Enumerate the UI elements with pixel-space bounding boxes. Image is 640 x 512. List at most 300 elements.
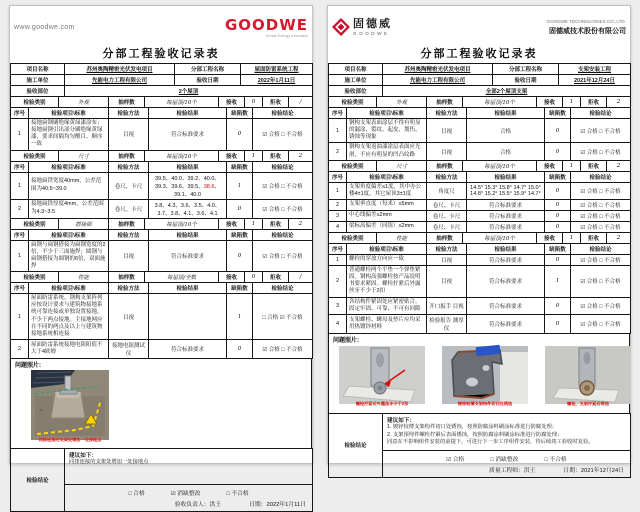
row-conclusion bbox=[253, 172, 313, 199]
row-result bbox=[149, 339, 227, 358]
accept-value: 1 bbox=[245, 218, 263, 229]
problem-photos-section bbox=[10, 358, 312, 449]
option-pass-label: 合格 bbox=[133, 490, 145, 497]
accept-label: 接收 bbox=[537, 97, 563, 108]
result-header: 检验结果 bbox=[149, 229, 227, 240]
conclusion-label: 检验结论 bbox=[11, 448, 65, 511]
problem-photos-label: 问题照片: bbox=[15, 362, 41, 369]
reject-label: 拒收 bbox=[263, 97, 289, 108]
row-item-standard: 屋面防雷系统接地电阻阻值不大于4欧姆 bbox=[29, 339, 109, 358]
subproject-name-value: 屋面防雷系统工程 bbox=[241, 64, 313, 75]
reject-label: 拒收 bbox=[263, 272, 289, 283]
subproject-name-label: 分部工程名称 bbox=[493, 64, 559, 75]
suggestions-title: 建议如下： bbox=[387, 417, 415, 424]
row-method: 卷尺、卡尺 bbox=[427, 221, 467, 232]
column-header-row bbox=[329, 243, 631, 254]
acceptance-date-value: 2022年1月11日 bbox=[241, 75, 313, 86]
accept-value: 0 bbox=[245, 97, 263, 108]
reject-value: 2 bbox=[607, 160, 631, 171]
row-conclusion bbox=[571, 297, 631, 314]
info-row-location bbox=[11, 86, 313, 97]
pass-label: 合格 bbox=[586, 224, 598, 231]
fail-label: 不合格 bbox=[604, 128, 621, 135]
row-item-standard: 支架角度偏差≤1度，其中办公楼4±1度，其它屋顶3±1度 bbox=[347, 182, 427, 199]
row-item-standard: 接地扁铁厚度4mm，公差范围为4.3~3.5 bbox=[29, 199, 109, 218]
category-label: 检验类别 bbox=[11, 218, 59, 229]
info-row-contractor bbox=[329, 75, 631, 86]
row-method: 卷尺、卡尺 bbox=[109, 199, 149, 218]
pass-label: 合格 bbox=[267, 314, 279, 321]
fail-label: 不合格 bbox=[604, 202, 621, 209]
accept-label: 接收 bbox=[219, 97, 245, 108]
row-item-standard: 屋面防雷系统，钢构支架阵列应按设计要求与建筑物接地系统可靠连接或单独设置接地，不少于两点接地。主接地网应在不同的两点及以上与建筑物接地系统相连接 bbox=[29, 294, 109, 340]
photo-caption: 同排连接的支架处增加一处接地点 bbox=[38, 436, 102, 442]
row-defect-count: 0 bbox=[545, 221, 571, 232]
row-conclusion bbox=[571, 265, 631, 297]
row-item-standard: 接地扁铁宽度40mm，公差范围为40.5~39.0 bbox=[29, 172, 109, 199]
pass-label: 合格 bbox=[586, 303, 598, 310]
result-header: 检验结果 bbox=[149, 161, 227, 172]
company-name-cn: 固德威技术股份有限公司 bbox=[549, 27, 626, 35]
item-header: 检验项目\标准 bbox=[29, 161, 109, 172]
fail-label: 不合格 bbox=[604, 149, 621, 156]
fail-checkbox-icon: □ bbox=[599, 149, 603, 156]
goodwe-logo bbox=[225, 16, 308, 38]
sample-count-value: 每屋顶/10个 bbox=[145, 150, 219, 161]
pass-checkbox-icon: ☑ bbox=[262, 132, 268, 139]
row-defect-count: 0 bbox=[545, 199, 571, 210]
pass-label: 合格 bbox=[268, 132, 280, 139]
suggestion-line: 同排连接的支架处增加一处接地点 bbox=[69, 458, 149, 465]
result-flagged-value: 38.6 bbox=[203, 183, 215, 190]
photo-cut-edge-rust bbox=[442, 346, 528, 409]
inspection-row bbox=[11, 339, 313, 358]
row-defect-count: 0 bbox=[545, 254, 571, 265]
sample-count-label: 抽样数 bbox=[109, 272, 145, 283]
option-fail-label: 不合格 bbox=[231, 490, 249, 497]
suggestions-title: 建议如下： bbox=[69, 452, 97, 459]
location-value: 2个屋顶 bbox=[65, 86, 313, 97]
sample-count-label: 抽样数 bbox=[427, 97, 463, 108]
row-method: 目视 bbox=[427, 254, 467, 265]
seq-header: 序号 bbox=[11, 229, 29, 240]
signature-row bbox=[65, 498, 312, 511]
inspection-sections bbox=[328, 96, 630, 334]
company-name-en: GOODWE TECHNOLOGIES CO.,LTD. bbox=[546, 18, 626, 24]
row-seq: 1 bbox=[329, 254, 347, 265]
row-result bbox=[467, 210, 545, 221]
goodwe-cn-wordmark: 固德威 bbox=[353, 17, 392, 30]
suggestions-block bbox=[383, 414, 630, 451]
fail-checkbox-icon: ☑ bbox=[279, 314, 285, 321]
contractor-value: 先能电力工程有限公司 bbox=[65, 75, 175, 86]
conclusion-options bbox=[383, 451, 630, 464]
result-text-after: 、39.1、40.0 bbox=[174, 183, 220, 198]
conclusion-header: 检验结论 bbox=[571, 108, 631, 119]
photo-bolt-thread-image bbox=[339, 346, 425, 404]
row-item-standard: 中心线偏差≤2mm bbox=[347, 210, 427, 221]
suggestions-block bbox=[65, 449, 312, 485]
conclusion-table bbox=[10, 448, 313, 512]
inspection-sections bbox=[10, 96, 312, 359]
location-label: 验收部位 bbox=[11, 86, 65, 97]
row-conclusion bbox=[571, 182, 631, 199]
project-name-value: 苏州奥陶精密光伏发电项目 bbox=[383, 64, 493, 75]
sample-count-value: 每屋顶/10个 bbox=[145, 218, 219, 229]
category-value: 尺寸 bbox=[59, 150, 109, 161]
inspection-row bbox=[11, 172, 313, 199]
item-header: 检验项目\标准 bbox=[347, 108, 427, 119]
accept-value: 1 bbox=[245, 150, 263, 161]
pass-checkbox-icon: ☑ bbox=[262, 253, 268, 260]
option-rectify bbox=[171, 488, 201, 497]
pass-label: 合格 bbox=[586, 149, 598, 156]
row-method: 接地电阻测试仪 bbox=[109, 339, 149, 358]
accept-label: 接收 bbox=[219, 150, 245, 161]
project-name-label: 项目名称 bbox=[11, 64, 65, 75]
fail-label: 不合格 bbox=[604, 257, 621, 264]
pass-checkbox-icon: ☑ bbox=[580, 188, 586, 195]
suggestion-line: 同意在不影响组件安装的前提下，可进行下一步工序组件安装，待后续竣工验收时复验。 bbox=[387, 439, 594, 446]
row-result bbox=[467, 143, 545, 160]
row-conclusion bbox=[253, 240, 313, 272]
section-rows-table bbox=[10, 161, 313, 219]
row-conclusion bbox=[571, 199, 631, 210]
row-defect-count: 0 bbox=[227, 240, 253, 272]
fail-checkbox-icon: □ bbox=[599, 303, 603, 310]
result-text: 符合标准要求 bbox=[488, 224, 522, 231]
row-conclusion bbox=[571, 314, 631, 333]
row-conclusion bbox=[253, 199, 313, 218]
company-names bbox=[547, 19, 626, 36]
row-method: 目视 bbox=[109, 119, 149, 151]
pass-checkbox-icon: ☑ bbox=[580, 224, 586, 231]
method-header: 检验方法 bbox=[109, 161, 149, 172]
inspection-row bbox=[329, 254, 631, 265]
reject-value: 2 bbox=[607, 97, 631, 108]
fail-checkbox-icon: □ bbox=[226, 490, 230, 497]
fail-checkbox-icon: □ bbox=[281, 132, 285, 139]
inspection-row bbox=[11, 119, 313, 151]
defects-header: 缺陷数 bbox=[227, 283, 253, 294]
section-header-row bbox=[329, 232, 631, 243]
row-result bbox=[149, 172, 227, 199]
result-text: 符合标准要求 bbox=[170, 253, 204, 260]
item-header: 检验项目\标准 bbox=[347, 171, 427, 182]
pass-checkbox-icon: ☑ bbox=[580, 213, 586, 220]
reject-label: 拒收 bbox=[581, 232, 607, 243]
column-header-row bbox=[11, 283, 313, 294]
inspection-row bbox=[329, 143, 631, 160]
row-result bbox=[467, 119, 545, 143]
photo-bolt-thread bbox=[339, 346, 425, 409]
row-defect-count: 0 bbox=[545, 182, 571, 199]
result-text: 符合标准要求 bbox=[488, 202, 522, 209]
reject-value: 2 bbox=[289, 150, 313, 161]
fail-label: 不合格 bbox=[604, 303, 621, 310]
result-text: 符合标准要求 bbox=[488, 279, 522, 286]
accept-value: 1 bbox=[563, 160, 581, 171]
project-name-value: 苏州奥陶精密光伏发电项目 bbox=[65, 64, 175, 75]
pass-checkbox-icon: ☑ bbox=[580, 321, 586, 328]
reject-label: 拒收 bbox=[581, 97, 607, 108]
conclusion-header: 检验结论 bbox=[253, 108, 313, 119]
fail-label: 不合格 bbox=[604, 188, 621, 195]
location-label: 验收部位 bbox=[329, 86, 383, 97]
pass-checkbox-icon: ☑ bbox=[580, 149, 586, 156]
row-item-standard: 接地扁钢刷绝缘黄绿漆涂布；接地扁钢引出部分刷绝缘黄绿漆，要求间隔均匀醒目、顺序一致 bbox=[29, 119, 109, 151]
method-header: 检验方法 bbox=[109, 283, 149, 294]
photo-caption: 螺栓拧紧后外露丝牙少于2扣 bbox=[355, 400, 409, 406]
row-conclusion bbox=[571, 143, 631, 160]
row-result bbox=[467, 265, 545, 297]
item-header: 检验项目\标准 bbox=[347, 243, 427, 254]
goodwe-diamond-icon bbox=[332, 18, 350, 36]
inspection-row bbox=[11, 294, 313, 340]
category-label: 检验类别 bbox=[11, 272, 59, 283]
sample-count-value: 每屋顶/10个 bbox=[463, 160, 537, 171]
seq-header: 序号 bbox=[11, 161, 29, 172]
project-info-table bbox=[328, 63, 631, 97]
info-row-project bbox=[329, 64, 631, 75]
inspection-row bbox=[329, 265, 631, 297]
inspection-row bbox=[329, 297, 631, 314]
row-seq: 4 bbox=[329, 221, 347, 232]
row-item-standard: 钢构支架返油漆涂层表面应光滑，不应有明显的凹凸纹路 bbox=[347, 143, 427, 160]
location-value: 全部2个屋顶支架 bbox=[383, 86, 631, 97]
column-header-row bbox=[11, 229, 313, 240]
seq-header: 序号 bbox=[11, 108, 29, 119]
reject-value: / bbox=[289, 272, 313, 283]
row-item-standard: 各结构件紧固处应紧密贴合。固定牢固、可靠、不可有回隙 bbox=[347, 297, 427, 314]
inspection-row bbox=[11, 240, 313, 272]
row-item-standard: 钢构支架表面涂层不得有明显的漏涂、裂纹、起皮、划伤、锈蚀等现象 bbox=[347, 119, 427, 143]
row-conclusion bbox=[571, 210, 631, 221]
reject-label: 拒收 bbox=[581, 160, 607, 171]
fail-label: 不合格 bbox=[286, 314, 303, 321]
photos-row bbox=[333, 344, 625, 410]
category-value: 性能 bbox=[59, 272, 109, 283]
section-header-row bbox=[11, 272, 313, 283]
pass-label: 合格 bbox=[586, 213, 598, 220]
row-result bbox=[149, 294, 227, 340]
row-seq: 1 bbox=[11, 240, 29, 272]
seq-header: 序号 bbox=[329, 108, 347, 119]
pass-checkbox-icon: □ bbox=[262, 314, 266, 321]
method-header: 检验方法 bbox=[427, 243, 467, 254]
item-header: 检验项目\标准 bbox=[29, 229, 109, 240]
category-value: 搭接面 bbox=[59, 218, 109, 229]
fail-label: 不合格 bbox=[286, 253, 303, 260]
section-rows-table bbox=[328, 107, 631, 161]
fail-checkbox-icon: □ bbox=[599, 224, 603, 231]
photo-caption: 镀锌较薄支架构件切口处锈蚀 bbox=[457, 400, 513, 406]
reject-value: / bbox=[289, 97, 313, 108]
reject-value: 2 bbox=[289, 218, 313, 229]
row-seq: 1 bbox=[11, 294, 29, 340]
fail-checkbox-icon: □ bbox=[599, 213, 603, 220]
fail-label: 不合格 bbox=[604, 321, 621, 328]
item-header: 检验项目\标准 bbox=[29, 108, 109, 119]
photo-cut-edge-rust-image bbox=[442, 346, 528, 404]
row-seq: 2 bbox=[329, 265, 347, 297]
row-method: 卷尺、卡尺 bbox=[109, 172, 149, 199]
row-item-standard: 梁标高偏差（同组）≤2mm bbox=[347, 221, 427, 232]
row-method: 开口扳手 目视 bbox=[427, 297, 467, 314]
section-rows-table bbox=[10, 107, 313, 151]
fail-checkbox-icon: □ bbox=[281, 206, 285, 213]
signature-row bbox=[383, 464, 630, 477]
conclusion-options bbox=[65, 485, 312, 498]
acceptance-date-label: 验收日期 bbox=[175, 75, 241, 86]
method-header: 检验方法 bbox=[427, 108, 467, 119]
row-method: 角度尺 bbox=[427, 182, 467, 199]
signature-date: 日期：2022年1月11日 bbox=[249, 501, 306, 508]
row-defect-count: 0 bbox=[545, 314, 571, 333]
inspection-row bbox=[329, 182, 631, 199]
conclusion-header: 检验结论 bbox=[571, 243, 631, 254]
result-text: 符合标准要求 bbox=[488, 321, 522, 328]
rectify-checkbox-icon: ☑ bbox=[170, 490, 176, 497]
result-header: 检验结果 bbox=[467, 108, 545, 119]
row-item-standard: 支架垂直度（每米）≤5mm bbox=[347, 199, 427, 210]
result-text: 14.5° 15.3° 15.8° 14.7° 15.0° 14.8° 15.2° 15.5° 15.9° 14.7° bbox=[470, 184, 541, 197]
category-value: 尺寸 bbox=[377, 160, 427, 171]
section-header-row bbox=[11, 218, 313, 229]
subproject-name-label: 分部工程名称 bbox=[175, 64, 241, 75]
row-seq: 2 bbox=[11, 339, 29, 358]
defects-header: 缺陷数 bbox=[545, 108, 571, 119]
fail-checkbox-icon: □ bbox=[599, 128, 603, 135]
pass-label: 合格 bbox=[268, 253, 280, 260]
sample-count-value: 每屋顶/10个 bbox=[145, 97, 219, 108]
conclusion-header: 检验结论 bbox=[253, 229, 313, 240]
option-pass-label: 合格 bbox=[452, 456, 465, 463]
accept-label: 接收 bbox=[219, 218, 245, 229]
option-rectify-label: 消缺整改 bbox=[177, 490, 201, 497]
fail-checkbox-icon: □ bbox=[544, 456, 548, 463]
pass-label: 合格 bbox=[586, 321, 598, 328]
category-label: 检验类别 bbox=[329, 232, 377, 243]
row-defect-count: 0 bbox=[545, 210, 571, 221]
row-result bbox=[149, 199, 227, 218]
row-method: 目视 bbox=[427, 143, 467, 160]
seq-header: 序号 bbox=[329, 243, 347, 254]
result-text: 符合标准要求 bbox=[170, 346, 204, 353]
project-name-label: 项目名称 bbox=[329, 64, 383, 75]
section-rows-table bbox=[328, 243, 631, 334]
fail-checkbox-icon: □ bbox=[281, 253, 285, 260]
result-header: 检验结果 bbox=[149, 108, 227, 119]
goodwe-en-wordmark: GOODWE bbox=[353, 30, 390, 36]
page-left-lightning-protection bbox=[9, 5, 313, 508]
row-seq: 1 bbox=[11, 172, 29, 199]
result-text: 3.8、4.3、3.6、3.5、4.0、3.7、3.8、4.1、3.6、4.1 bbox=[154, 202, 221, 217]
column-header-row bbox=[329, 171, 631, 182]
pass-checkbox-icon: ☑ bbox=[580, 128, 586, 135]
document-title: 分部工程验收记录表 bbox=[102, 48, 220, 60]
rectify-checkbox-icon: □ bbox=[490, 456, 494, 463]
category-label: 检验类别 bbox=[329, 97, 377, 108]
conclusion-header: 检验结论 bbox=[571, 171, 631, 182]
option-fail bbox=[226, 488, 248, 497]
conclusion-table bbox=[328, 413, 631, 478]
accept-label: 接收 bbox=[219, 272, 245, 283]
signature-date: 日期：2021年12月24日 bbox=[563, 467, 624, 474]
sample-count-label: 抽样数 bbox=[109, 97, 145, 108]
pass-checkbox-icon: ☑ bbox=[580, 279, 586, 286]
sample-count-value: 每屋顶/10个 bbox=[463, 232, 537, 243]
document-title: 分部工程验收记录表 bbox=[420, 48, 538, 60]
page-right-bracket-installation bbox=[327, 5, 631, 474]
pass-checkbox-icon: ☑ bbox=[580, 257, 586, 264]
seq-header: 序号 bbox=[329, 171, 347, 182]
fail-checkbox-icon: □ bbox=[599, 279, 603, 286]
fail-checkbox-icon: □ bbox=[599, 202, 603, 209]
pass-label: 合格 bbox=[586, 128, 598, 135]
contractor-value: 先能电力工程有限公司 bbox=[383, 75, 493, 86]
row-method: 目视 bbox=[427, 119, 467, 143]
pass-checkbox-icon: □ bbox=[128, 490, 132, 497]
reject-label: 拒收 bbox=[263, 218, 289, 229]
pass-label: 合格 bbox=[586, 202, 598, 209]
acceptance-date-label: 验收日期 bbox=[493, 75, 559, 86]
fail-label: 不合格 bbox=[286, 132, 303, 139]
goodwe-website-text: www.goodwe.com bbox=[14, 23, 75, 31]
inspection-row bbox=[11, 199, 313, 218]
row-defect-count: 0 bbox=[545, 143, 571, 160]
row-method: 检验报告 测厚仪 bbox=[427, 314, 467, 333]
row-result bbox=[149, 240, 227, 272]
inspection-row bbox=[329, 210, 631, 221]
photo-grounding-bracket-image bbox=[31, 370, 109, 440]
photo-bolt-rust-image bbox=[545, 346, 631, 404]
seq-header: 序号 bbox=[11, 283, 29, 294]
info-row-location bbox=[329, 86, 631, 97]
result-text: 39.5、40.0、39.2、40.0、39.3、39.6、39.5、 bbox=[155, 175, 220, 190]
problem-photos-label: 问题照片: bbox=[333, 337, 359, 344]
section-header-row bbox=[329, 97, 631, 108]
info-row-contractor bbox=[11, 75, 313, 86]
row-method: 目视 bbox=[109, 294, 149, 340]
row-result bbox=[467, 221, 545, 232]
suggestion-line: 1. 镀锌较薄支架构件切口处锈蚀，按照防腐涂料刷涂标准进行防腐处理； bbox=[387, 423, 558, 430]
row-seq: 3 bbox=[329, 297, 347, 314]
accept-label: 接收 bbox=[537, 232, 563, 243]
result-text: 符合标准要求 bbox=[488, 213, 522, 220]
conclusion-header: 检验结论 bbox=[253, 161, 313, 172]
row-conclusion bbox=[253, 339, 313, 358]
pass-checkbox-icon: ☑ bbox=[446, 456, 452, 463]
fail-checkbox-icon: □ bbox=[281, 183, 285, 190]
pass-label: 合格 bbox=[268, 206, 280, 213]
sample-count-value: 每屋顶/10个 bbox=[463, 97, 537, 108]
row-conclusion bbox=[571, 221, 631, 232]
row-defect-count: 1 bbox=[227, 294, 253, 340]
page-header bbox=[10, 9, 312, 44]
option-rectify bbox=[490, 454, 518, 463]
sample-count-label: 抽样数 bbox=[109, 218, 145, 229]
method-header: 检验方法 bbox=[109, 229, 149, 240]
photo-bolt-rust bbox=[545, 346, 631, 409]
row-item-standard: 扁钢与扁钢搭接为扁钢宽度的2倍，不少于三面施焊；圆钢与扁钢搭接为圆钢的6倍，双面施焊 bbox=[29, 240, 109, 272]
category-label: 检验类别 bbox=[329, 160, 377, 171]
page-header bbox=[328, 9, 630, 44]
category-label: 检验类别 bbox=[11, 150, 59, 161]
row-defect-count: 0 bbox=[227, 339, 253, 358]
category-value: 外观 bbox=[59, 97, 109, 108]
pass-label: 合格 bbox=[268, 346, 280, 353]
